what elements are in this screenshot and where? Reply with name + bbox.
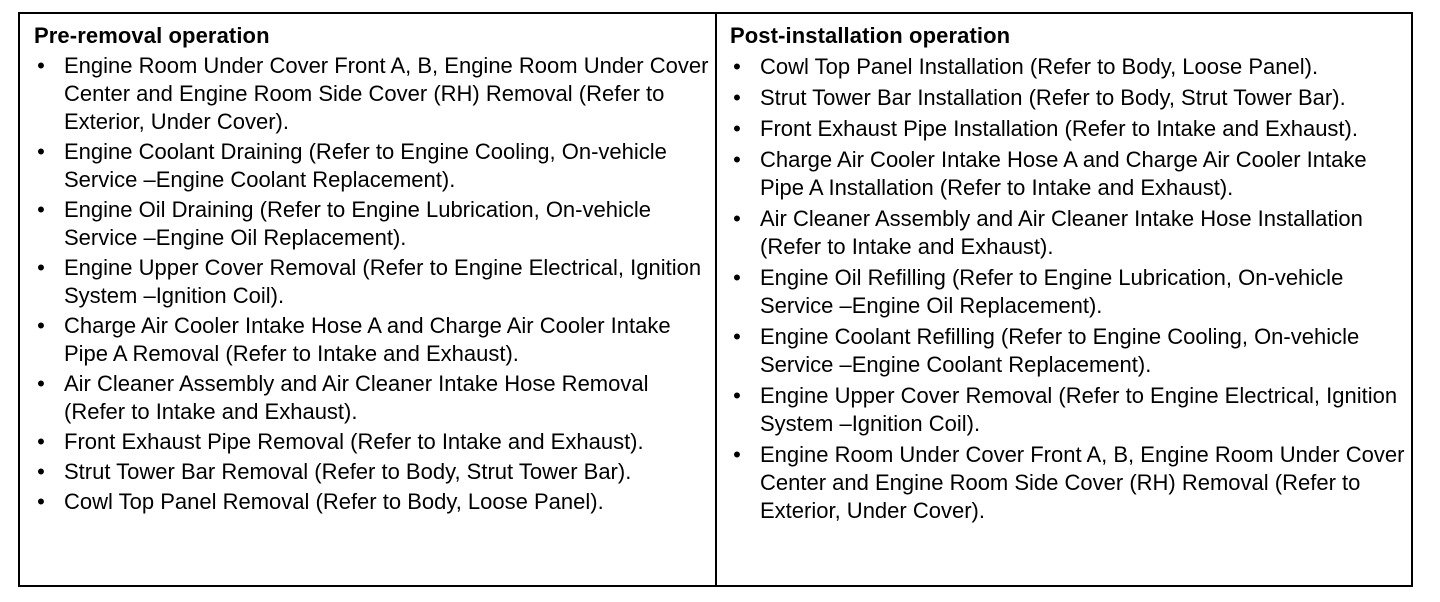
list-item-text: Front Exhaust Pipe Removal (Refer to Intake and Exhaust).: [64, 429, 644, 454]
list-item-text: Front Exhaust Pipe Installation (Refer to Intake and Exhaust).: [760, 116, 1358, 141]
list-item: [730, 53, 1405, 81]
post-installation-heading: Post-installation operation: [730, 23, 1011, 48]
list-item-text: Air Cleaner Assembly and Air Cleaner Intake Hose Removal (Refer to Intake and Exhaust).: [64, 371, 649, 424]
list-item-text: Charge Air Cooler Intake Hose A and Charge Air Cooler Intake Pipe A Installation (Refer to Intake and Exhaust).: [760, 147, 1367, 200]
post-installation-list: [730, 53, 1405, 525]
bullet-icon: •: [37, 255, 45, 280]
bullet-icon: •: [37, 371, 45, 396]
bullet-icon: •: [733, 383, 741, 408]
pre-removal-column: [20, 14, 717, 585]
bullet-icon: •: [733, 206, 741, 231]
list-item-text: Engine Coolant Draining (Refer to Engine Cooling, On-vehicle Service –Engine Coolant Replacement).: [64, 139, 667, 192]
bullet-icon: •: [733, 54, 741, 79]
post-installation-column: [717, 14, 1411, 585]
bullet-icon: •: [733, 324, 741, 349]
list-item-text: Cowl Top Panel Installation (Refer to Body, Loose Panel).: [760, 54, 1319, 79]
list-item-text: Strut Tower Bar Removal (Refer to Body, Strut Tower Bar).: [64, 459, 632, 484]
operations-table: [18, 12, 1413, 587]
list-item-text: Air Cleaner Assembly and Air Cleaner Intake Hose Installation (Refer to Intake and Exhaust).: [760, 206, 1363, 259]
list-item: [34, 370, 709, 426]
bullet-icon: •: [733, 265, 741, 290]
list-item: [730, 146, 1405, 202]
list-item: [34, 52, 709, 136]
bullet-icon: •: [37, 489, 45, 514]
list-item: [34, 254, 709, 310]
list-item-text: Cowl Top Panel Removal (Refer to Body, Loose Panel).: [64, 489, 604, 514]
bullet-icon: •: [37, 197, 45, 222]
bullet-icon: •: [37, 429, 45, 454]
list-item: [34, 138, 709, 194]
list-item-text: Engine Oil Draining (Refer to Engine Lubrication, On-vehicle Service –Engine Oil Replacement).: [64, 197, 651, 250]
list-item: [34, 458, 709, 486]
list-item: [730, 264, 1405, 320]
list-item: [730, 84, 1405, 112]
list-item-text: Engine Room Under Cover Front A, B, Engine Room Under Cover Center and Engine Room Side Cover (RH) Removal (Refer to Exterior, Under Cover).: [64, 53, 709, 134]
list-item-text: Engine Upper Cover Removal (Refer to Engine Electrical, Ignition System –Ignition Coil).: [760, 383, 1398, 436]
bullet-icon: •: [37, 53, 45, 78]
pre-removal-heading: Pre-removal operation: [34, 23, 270, 48]
bullet-icon: •: [37, 459, 45, 484]
list-item-text: Engine Upper Cover Removal (Refer to Engine Electrical, Ignition System –Ignition Coil).: [64, 255, 702, 308]
bullet-icon: •: [733, 147, 741, 172]
list-item: [730, 441, 1405, 525]
list-item: [730, 205, 1405, 261]
pre-removal-list: [34, 52, 709, 516]
list-item: [730, 382, 1405, 438]
bullet-icon: •: [37, 313, 45, 338]
bullet-icon: •: [733, 442, 741, 467]
list-item: [730, 323, 1405, 379]
bullet-icon: •: [733, 116, 741, 141]
list-item: [730, 115, 1405, 143]
list-item: [34, 428, 709, 456]
list-item-text: Charge Air Cooler Intake Hose A and Charge Air Cooler Intake Pipe A Removal (Refer to Intake and Exhaust).: [64, 313, 671, 366]
list-item-text: Engine Coolant Refilling (Refer to Engine Cooling, On-vehicle Service –Engine Coolant Replacement).: [760, 324, 1360, 377]
bullet-icon: •: [37, 139, 45, 164]
list-item-text: Engine Oil Refilling (Refer to Engine Lubrication, On-vehicle Service –Engine Oil Replacement).: [760, 265, 1344, 318]
list-item: [34, 488, 709, 516]
list-item-text: Engine Room Under Cover Front A, B, Engine Room Under Cover Center and Engine Room Side Cover (RH) Removal (Refer to Exterior, Under Cover).: [760, 442, 1405, 523]
list-item: [34, 196, 709, 252]
list-item: [34, 312, 709, 368]
bullet-icon: •: [733, 85, 741, 110]
list-item-text: Strut Tower Bar Installation (Refer to Body, Strut Tower Bar).: [760, 85, 1346, 110]
